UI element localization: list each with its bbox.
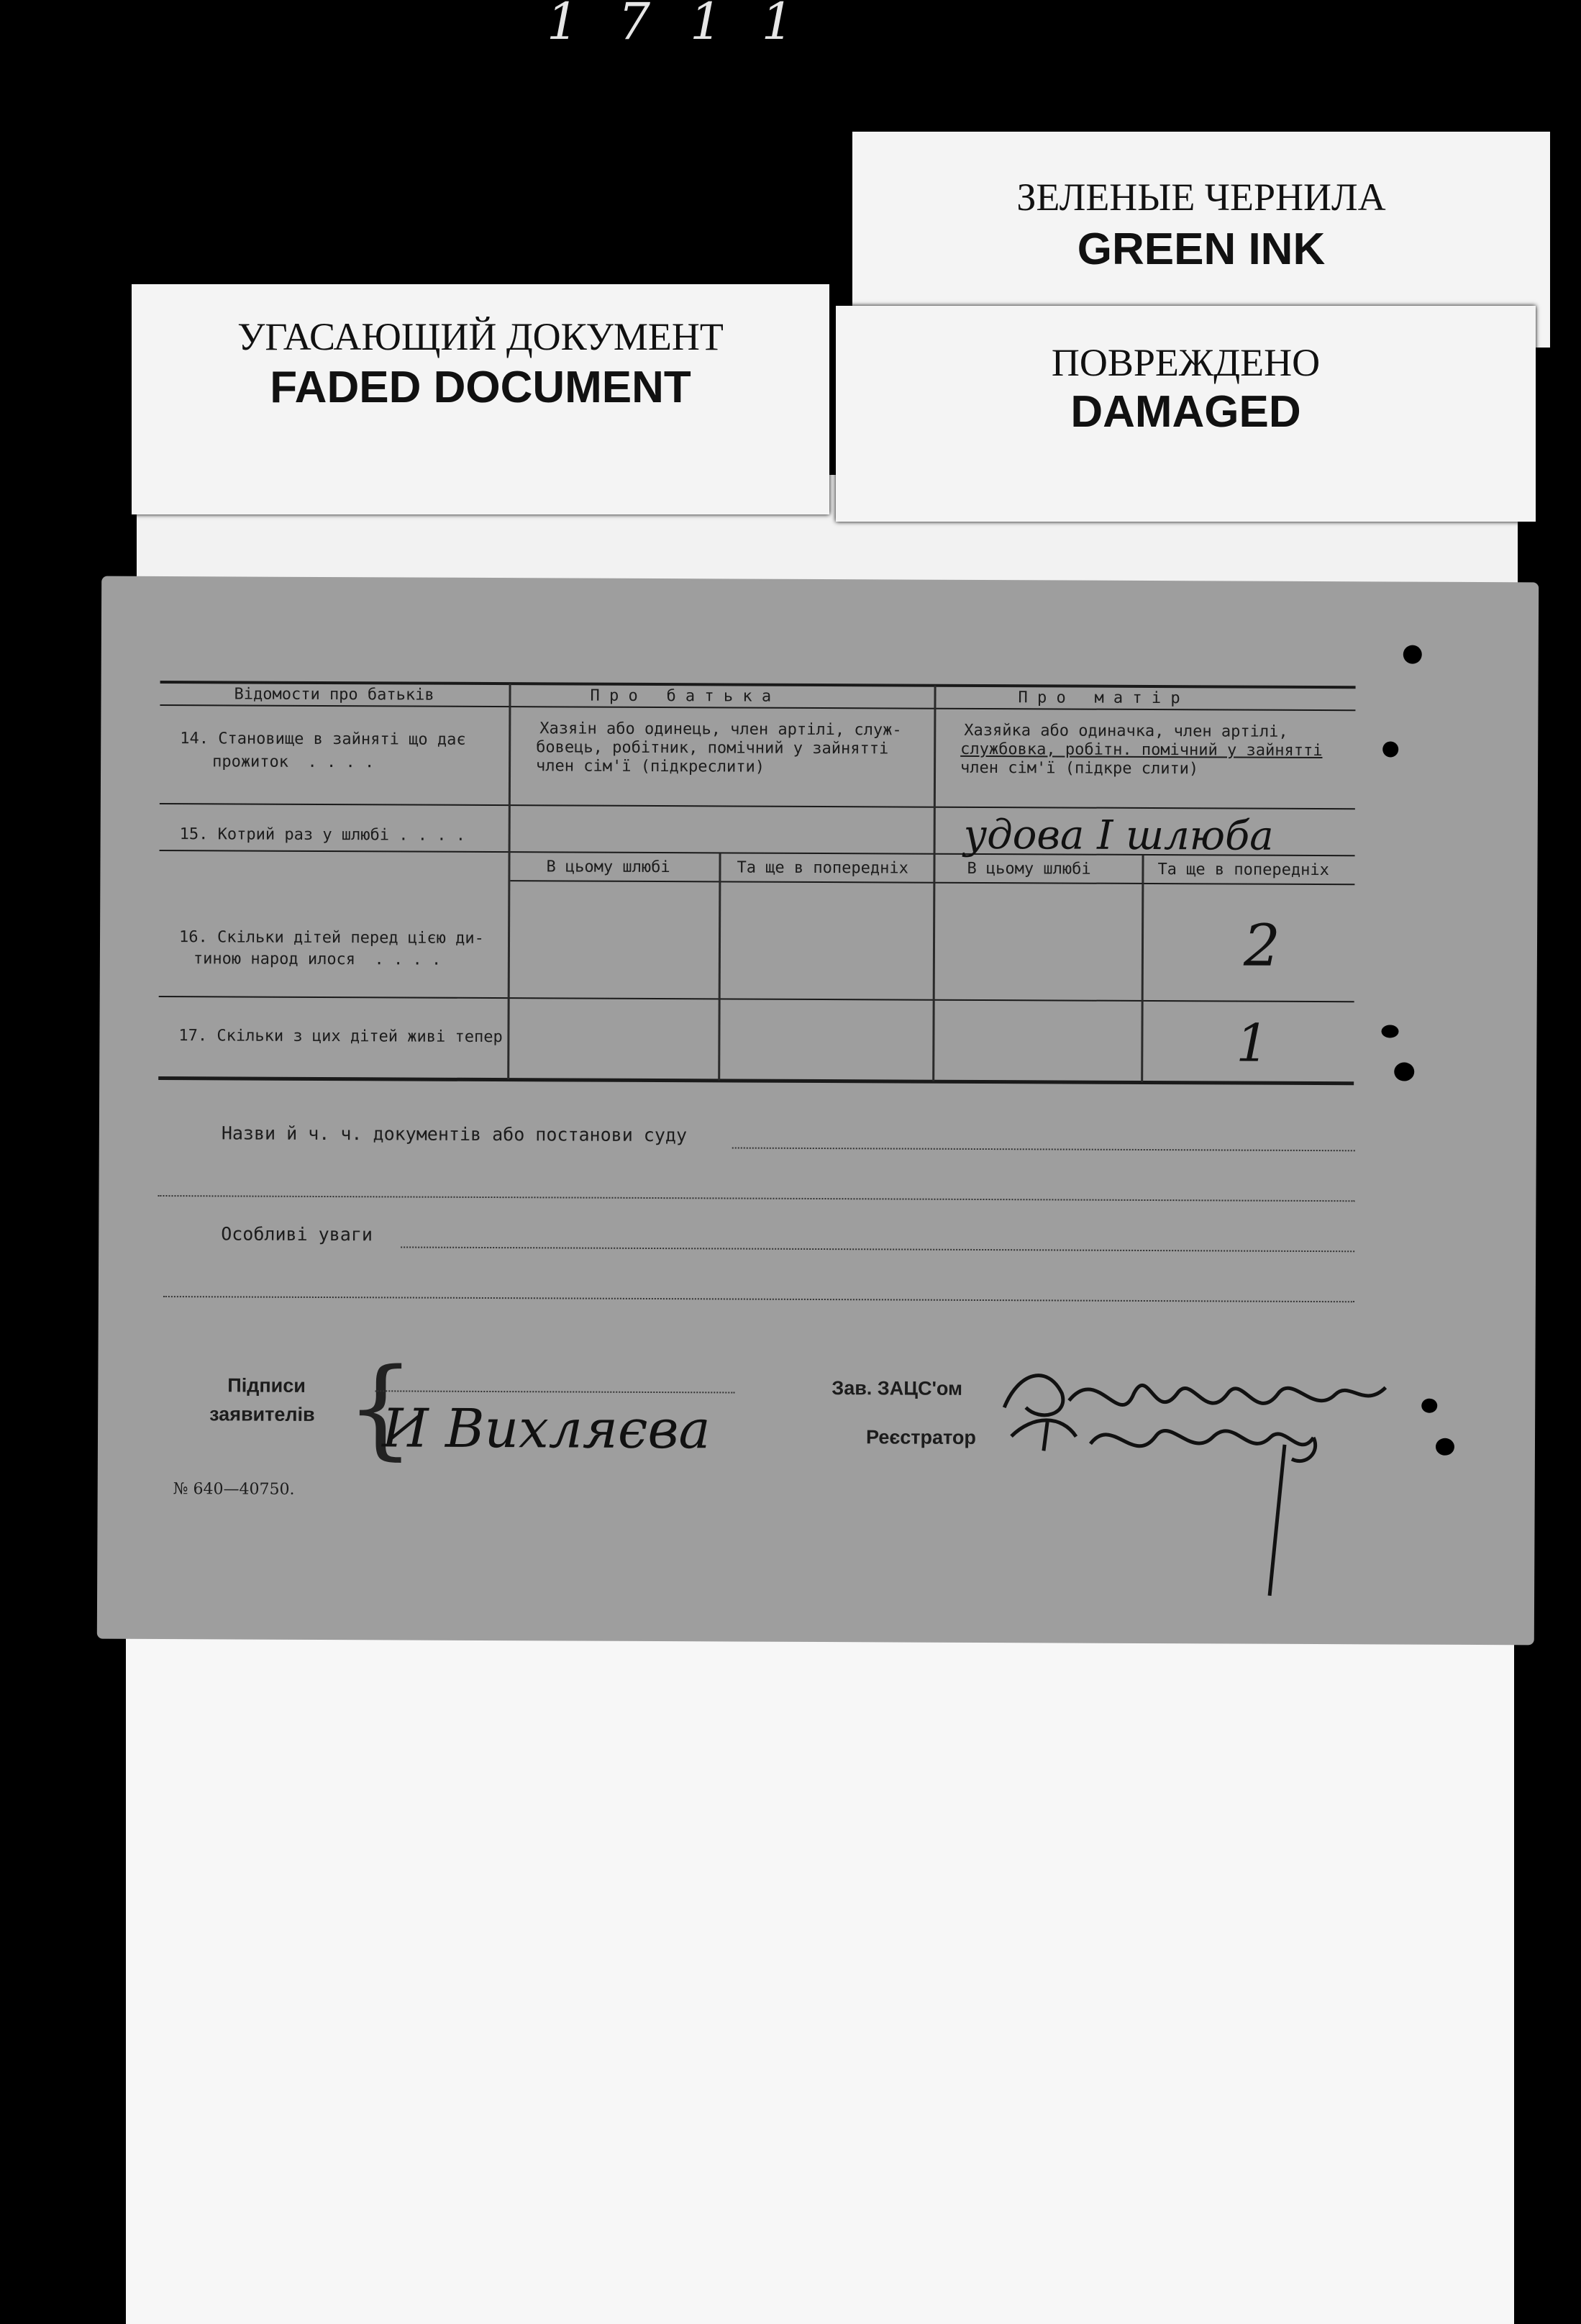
faded-document-label-card — [132, 284, 829, 514]
row-17-label: 17. Скільки з цих дітей живі тепер — [178, 1027, 503, 1047]
signatures-label-cont: заявителів — [209, 1403, 315, 1425]
applicant-signature: И Вихляєва — [381, 1397, 711, 1461]
father-current-marriage-header: В цьому шлюбі — [546, 858, 670, 877]
row-14-label-cont: прожиток . . . . — [212, 753, 375, 772]
damaged-label-en: DAMAGED — [1070, 387, 1301, 437]
mother-current-marriage-header: В цьому шлюбі — [967, 859, 1091, 879]
row-14-mother-options-1: Хазяйка або одиначка, член артілі, — [964, 721, 1288, 741]
row-16-mother-previous-value: 2 — [1243, 912, 1281, 979]
row-17-mother-previous-value: 1 — [1236, 1012, 1270, 1074]
mother-previous-marriage-header: Та ще в попередніх — [1157, 861, 1329, 880]
faded-document-label-ru: УГАСАЮЩИЙ ДОКУМЕНТ — [237, 315, 724, 358]
row-14-father-options-2: бовець, робітник, помічний у зайнятті — [536, 738, 889, 758]
brace: { — [345, 1345, 416, 1471]
film-number: 1711 — [547, 0, 834, 51]
lower-blank-sheet — [126, 1597, 1514, 2324]
green-ink-label-en: GREEN INK — [1077, 224, 1326, 274]
row-14-mother-options-3: член сім'ї (підкре слити) — [960, 758, 1199, 779]
form-number: № 640—40750. — [173, 1480, 295, 1499]
row-14-father-options-3: член сім'ї (підкреслити) — [536, 757, 765, 776]
father-previous-marriage-header: Та ще в попередніх — [737, 858, 908, 878]
row-14-mother-options-2: службовка, робітн. помічний у зайнятті — [960, 740, 1323, 761]
row-15-mother-value: удова I шлюба — [963, 811, 1274, 860]
row-14-father-options-1: Хазяін або одинець, член артілі, служ- — [539, 720, 902, 740]
notes-label: Особливі уваги — [221, 1223, 373, 1245]
row-15-label: 15. Котрий раз у шлюбі . . . . — [179, 825, 466, 845]
row-14-label: 14. Становище в зайняті що дає — [180, 730, 466, 749]
registration-form-sheet — [97, 576, 1539, 1646]
documents-label: Назви й ч. ч. документів або постанови суду — [221, 1122, 688, 1146]
header-about-father: П р о б а т ь к а — [590, 686, 772, 706]
row-16-label-cont: тиною народ илося . . . . — [193, 950, 442, 969]
head-of-registry-label: Зав. ЗАЦС'ом — [831, 1377, 963, 1399]
green-ink-label-ru: ЗЕЛЕНЫЕ ЧЕРНИЛА — [1016, 176, 1386, 219]
registrar-signature-scribble — [1003, 1400, 1378, 1617]
header-parents-info: Відомости про батьків — [234, 685, 434, 704]
row-16-label: 16. Скільки дітей перед цією ди- — [178, 928, 484, 948]
signatures-label: Підписи — [227, 1374, 306, 1397]
registrar-label: Реєстратор — [865, 1426, 976, 1448]
damaged-label-ru: ПОВРЕЖДЕНО — [1051, 341, 1321, 384]
faded-document-label-en: FADED DOCUMENT — [270, 363, 691, 412]
header-about-mother: П р о м а т і р — [1018, 689, 1180, 708]
damaged-label-card — [836, 306, 1536, 522]
